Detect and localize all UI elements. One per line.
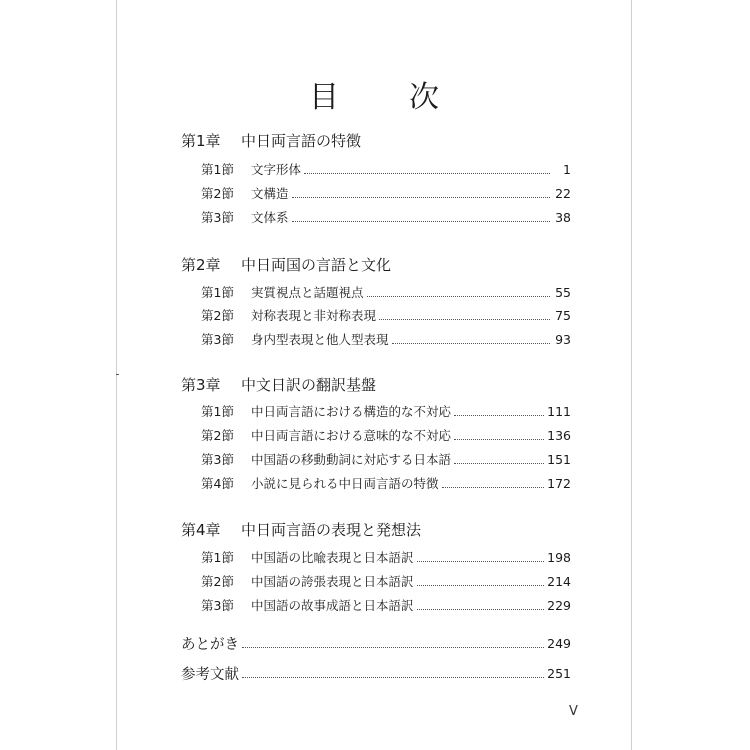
dot-leader [454,415,544,416]
toc-entry [201,283,571,301]
chapter-title: 中日両言語の表現と発想法 [241,521,422,539]
dot-leader [454,439,544,440]
back-matter-title: あとがき [181,636,239,653]
dot-leader [292,197,550,198]
section-number: 第3節 [201,332,234,347]
section-title: 文字形体 [251,162,302,177]
page-number: 214 [547,573,571,589]
page-number: 22 [555,185,571,201]
toc-entry [201,450,571,468]
page-title: 目 次 [309,80,459,115]
section-number: 第1節 [201,404,234,419]
chapter-title: 中日両国の言語と文化 [241,256,392,274]
chapter-heading-4 [181,519,421,540]
dot-leader [417,585,545,586]
chapter-number: 第2章 [181,256,221,274]
dot-leader [442,487,545,488]
chapter-title: 中日両言語の特徴 [241,132,362,150]
dot-leader [417,609,545,610]
section-number: 第1節 [201,285,234,300]
margin-tick-mark [116,374,119,375]
chapter-heading-2 [181,254,391,275]
dot-leader [304,173,550,174]
section-title: 中日両言語における意味的な不対応 [251,428,452,443]
section-title: 文体系 [251,210,289,225]
section-title: 小説に見られる中日両言語の特徴 [251,476,439,491]
back-matter-title: 参考文献 [181,666,239,683]
section-number: 第2節 [201,574,234,589]
section-number: 第3節 [201,598,234,613]
chapter-number: 第3章 [181,376,221,394]
toc-entry [201,402,571,420]
page-number: 136 [547,427,571,443]
page-number: 75 [555,307,571,323]
toc-entry [201,208,571,226]
page-number: 229 [547,597,571,613]
toc-entry [201,572,571,590]
page-number: 151 [547,451,571,467]
chapter-title: 中文日訳の翻訳基盤 [241,376,377,394]
section-number: 第2節 [201,186,234,201]
toc-entry [201,160,571,178]
section-title: 対称表現と非対称表現 [251,308,377,323]
dot-leader [292,221,550,222]
toc-entry [201,330,571,348]
toc-entry-references [181,663,571,683]
section-title: 中国語の比喩表現と日本語訳 [251,550,414,565]
toc-entry [201,306,571,324]
toc-entry-afterword [181,633,571,653]
page-number: 93 [555,331,571,347]
section-title: 中国語の故事成語と日本語訳 [251,598,414,613]
dot-leader [417,561,545,562]
dot-leader [454,463,544,464]
folio-page-number: V [569,704,578,719]
page-number: 111 [547,403,571,419]
toc-entry [201,426,571,444]
page-number: 55 [555,284,571,300]
toc-entry [201,548,571,566]
toc-page [116,0,632,750]
section-number: 第3節 [201,452,234,467]
toc-entry [201,596,571,614]
dot-leader [379,319,550,320]
section-number: 第2節 [201,428,234,443]
chapter-heading-1 [181,130,361,151]
section-title: 中国語の移動動詞に対応する日本語 [251,452,452,467]
section-number: 第3節 [201,210,234,225]
toc-entry [201,184,571,202]
page-number: 1 [563,161,571,177]
section-title: 中日両言語における構造的な不対応 [251,404,452,419]
dot-leader [367,296,550,297]
section-number: 第1節 [201,550,234,565]
page-number: 38 [555,209,571,225]
chapter-number: 第1章 [181,132,221,150]
chapter-number: 第4章 [181,521,221,539]
section-number: 第2節 [201,308,234,323]
section-title: 文構造 [251,186,289,201]
section-number: 第4節 [201,476,234,491]
toc-entry [201,474,571,492]
page-number: 198 [547,549,571,565]
page-number: 172 [547,475,571,491]
section-title: 中国語の誇張表現と日本語訳 [251,574,414,589]
page-number: 251 [547,665,571,681]
section-title: 身内型表現と他人型表現 [251,332,389,347]
section-title: 実質視点と話題視点 [251,285,364,300]
page-number: 249 [547,635,571,651]
dot-leader [392,343,550,344]
dot-leader [242,677,544,678]
dot-leader [242,647,544,648]
chapter-heading-3 [181,374,376,395]
section-number: 第1節 [201,162,234,177]
